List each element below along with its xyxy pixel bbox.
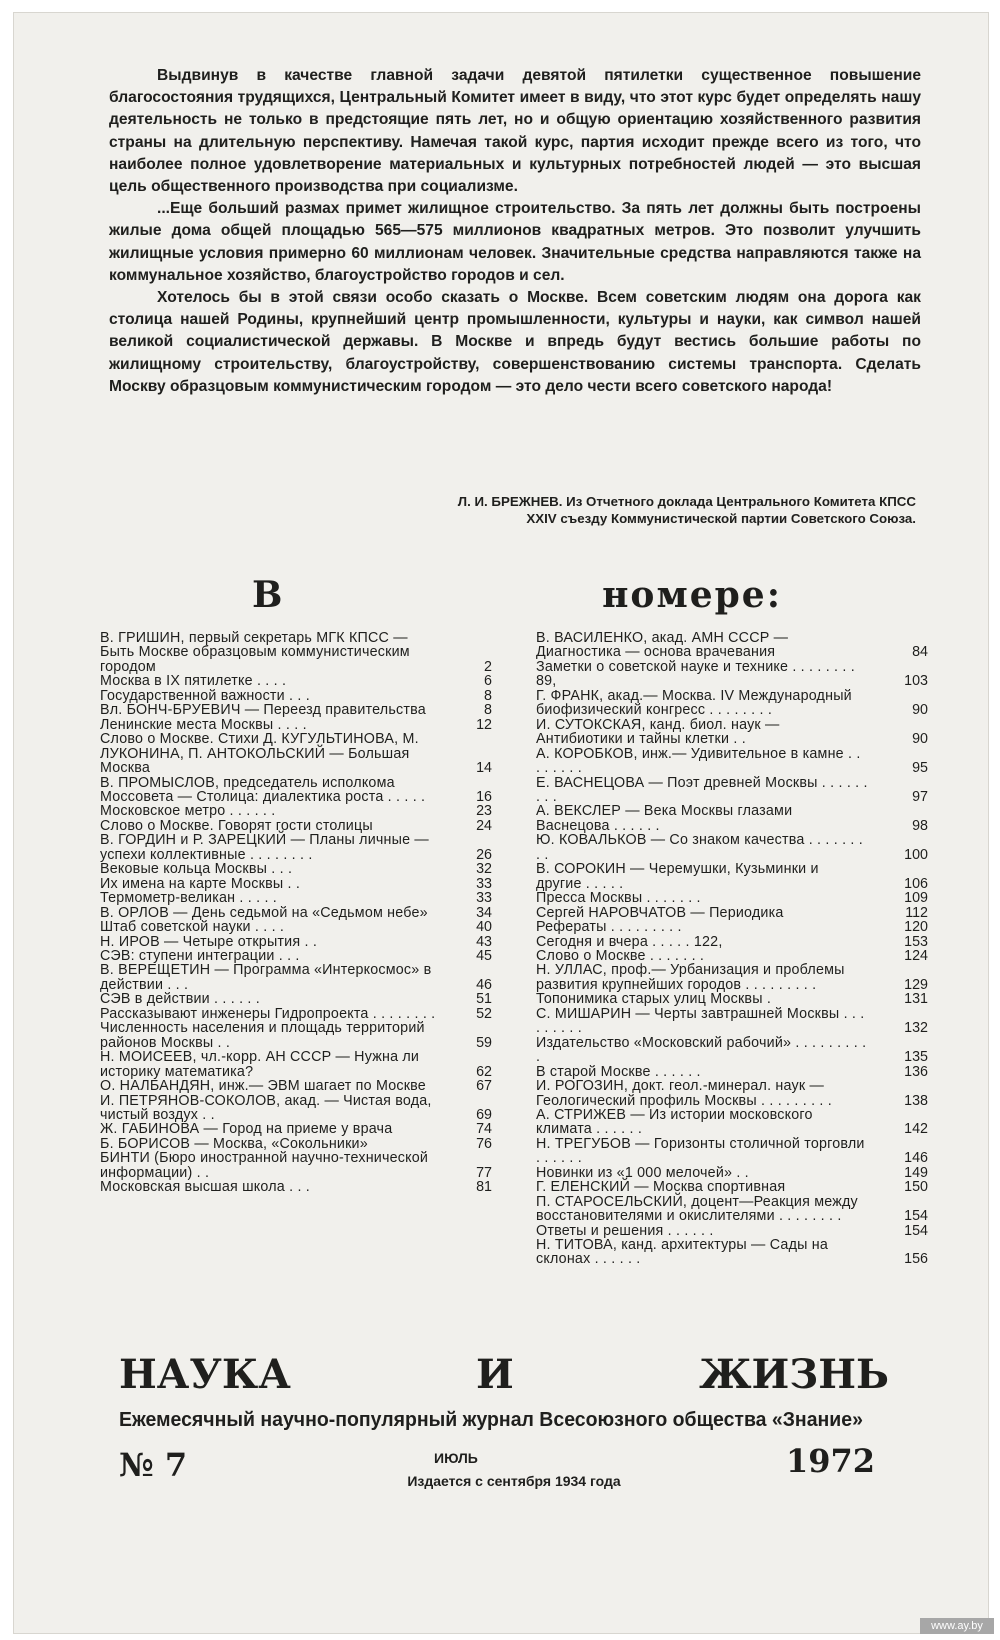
- toc-entry-title: А. КОРОБКОВ, инж.— Удивительное в камне . . . . . . . .: [536, 745, 861, 777]
- toc-entry: [536, 1036, 928, 1065]
- toc-entry-title: В. ОРЛОВ — День седьмой на «Седьмом небе»: [100, 904, 428, 921]
- toc-entry-page: 62: [476, 1063, 492, 1080]
- toc-entry-title: Термометр-великан . . . . .: [100, 890, 277, 907]
- toc-entry: [100, 992, 492, 1006]
- toc-entry-page: 14: [476, 760, 492, 777]
- toc-entry-page: 100: [904, 846, 928, 863]
- toc-entry-title: СЭВ в действии . . . . . .: [100, 991, 260, 1008]
- toc-entry-title: И. ПЕТРЯНОВ-СОКОЛОВ, акад. — Чистая вода, чистый воздух . .: [100, 1092, 432, 1123]
- toc-entry-page: 24: [476, 817, 492, 834]
- toc-entry: [536, 1108, 928, 1137]
- toc-entry-title: П. СТАРОСЕЛЬСКИЙ, доцент—Реакция между восстановителями и окислителями . . . . . . . .: [536, 1193, 858, 1225]
- toc-entry-page: 51: [476, 991, 492, 1008]
- toc-entry-page: 2: [484, 658, 492, 675]
- toc-entry-page: 23: [476, 803, 492, 820]
- toc-entry-page: 32: [476, 861, 492, 878]
- toc-entry: [100, 877, 492, 891]
- toc-entry-page: 33: [476, 890, 492, 907]
- toc-entry: [100, 920, 492, 934]
- toc-entry-page: 45: [476, 947, 492, 964]
- toc-entry-title: Москва в IX пятилетке . . . .: [100, 673, 287, 690]
- toc-entry: [100, 689, 492, 703]
- toc-entry-title: Штаб советской науки . . . .: [100, 919, 285, 936]
- toc-entry-page: 132: [904, 1020, 928, 1037]
- toc-entry-title: В. ГРИШИН, первый секретарь МГК КПСС — Быть Москве образцовым коммунистическим городом: [100, 630, 410, 675]
- toc-entry-page: 43: [476, 933, 492, 950]
- toc-entry: [100, 804, 492, 818]
- toc-entry-title: В старой Москве . . . . . .: [536, 1063, 701, 1080]
- quote-paragraph: Хотелось бы в этой связи особо сказать о Москве. Всем советским людям она дорога как столица нашей Родины, крупнейший центр промышленности, культуры и науки, как символ нашей великой социалистической державы. В Москве и впредь будут вестись большие работы по жилищному строительству, благоустройству, совершенствованию системы транспорта. Сделать Москву образцовым коммунистическим городом — это дело чести всего советского народа!: [109, 289, 921, 395]
- toc-entry-page: 109: [904, 890, 928, 907]
- toc-entry: [536, 1224, 928, 1238]
- toc-entry: [536, 935, 928, 949]
- toc-entry: [100, 1007, 492, 1021]
- toc-entry: [100, 1122, 492, 1136]
- magazine-title: НАУКА И ЖИЗНЬ: [119, 1351, 889, 1398]
- toc-entry: [536, 1238, 928, 1267]
- toc-entry-page: 142: [904, 1121, 928, 1138]
- toc-entry-title: А. ВЕКСЛЕР — Века Москвы глазами Васнецова . . . . . .: [536, 803, 793, 834]
- quote-paragraph: ...Еще больший размах примет жилищное строительство. За пять лет должны быть построены жилые дома общей площадью 565—575 миллионов квадратных метров. Это позволит улучшить жилищные условия примерно 60 миллионам человек. Значительные средства направляются также на коммунальное хозяйство, благоустройство городов и сел.: [109, 200, 921, 284]
- issue-month: ИЮЛЬ: [434, 1450, 478, 1466]
- toc-entry: [536, 689, 928, 718]
- toc-heading: В номере:: [252, 574, 782, 616]
- toc-entry: [100, 718, 492, 732]
- toc-entry: [100, 935, 492, 949]
- toc-entry-title: В. ГОРДИН и Р. ЗАРЕЦКИЙ — Планы личные — успехи коллективные . . . . . . . .: [100, 832, 429, 863]
- toc-entry-page: 156: [904, 1251, 928, 1268]
- toc-entry-page: 59: [476, 1034, 492, 1051]
- quote-attribution: [276, 493, 916, 527]
- toc-entry-page: 90: [912, 731, 928, 748]
- toc-entry-page: 67: [476, 1078, 492, 1095]
- toc-entry-page: 135: [904, 1049, 928, 1066]
- toc-entry-title: Рассказывают инженеры Гидропроекта . . . . . . . .: [100, 1005, 436, 1022]
- toc-entry-title: Сергей НАРОВЧАТОВ — Периодика: [536, 904, 784, 921]
- toc-entry-page: 69: [476, 1106, 492, 1123]
- toc-entry-title: Сегодня и вчера . . . . . 122,: [536, 933, 723, 950]
- toc-entry: [536, 949, 928, 963]
- toc-entry-title: Ответы и решения . . . . . .: [536, 1222, 714, 1239]
- toc-entry-title: В. ВЕРЕЩЕТИН — Программа «Интеркосмос» в действии . . .: [100, 962, 432, 993]
- toc-entry: [536, 992, 928, 1006]
- toc-entry: [536, 862, 928, 891]
- toc-entry-title: И. РОГОЗИН, докт. геол.-минерал. наук — Геологический профиль Москвы . . . . . . . . .: [536, 1078, 832, 1109]
- toc-entry-title: СЭВ: ступени интеграции . . .: [100, 947, 300, 964]
- toc-entry: [536, 1180, 928, 1194]
- toc-entry-page: 12: [476, 716, 492, 733]
- toc-entry-title: Б. БОРИСОВ — Москва, «Сокольники»: [100, 1135, 368, 1152]
- toc-entry: [100, 1079, 492, 1093]
- toc-entry-page: 153: [904, 933, 928, 950]
- attribution-line: XXIV съезду Коммунистической партии Советского Союза.: [526, 511, 916, 526]
- toc-entry: [536, 1137, 928, 1166]
- toc-entry: [100, 732, 492, 775]
- toc-entry-title: Н. ТИТОВА, канд. архитектуры — Сады на склонах . . . . . .: [536, 1237, 829, 1268]
- toc-entry: [100, 891, 492, 905]
- toc-entry-title: А. СТРИЖЕВ — Из истории московского климата . . . . . .: [536, 1106, 813, 1138]
- toc-entry-title: Н. ТРЕГУБОВ — Горизонты столичной торговли . . . . . .: [536, 1135, 865, 1167]
- toc-entry: [100, 1180, 492, 1194]
- toc-entry: [100, 1094, 492, 1123]
- toc-entry-page: 150: [904, 1179, 928, 1196]
- toc-entry-title: В. ПРОМЫСЛОВ, председатель исполкома Моссовета — Столица: диалектика роста . . . . .: [100, 774, 426, 805]
- issue-year: 1972: [785, 1442, 875, 1480]
- toc-entry: [536, 776, 928, 805]
- toc-entry: [536, 906, 928, 920]
- toc-entry-page: 95: [912, 760, 928, 777]
- toc-entry-title: Их имена на карте Москвы . .: [100, 875, 301, 892]
- toc-entry-title: Слово о Москве. Стихи Д. КУГУЛЬТИНОВА, М. ЛУКОНИНА, П. АНТОКОЛЬСКИЙ — Большая Москва: [100, 731, 419, 777]
- toc-entry: [536, 1007, 928, 1036]
- toc-entry: [100, 1151, 492, 1180]
- attribution-line: Л. И. БРЕЖНЕВ. Из Отчетного доклада Центрального Комитета КПСС: [457, 494, 916, 509]
- toc-entry-title: О. НАЛБАНДЯН, инж.— ЭВМ шагает по Москве: [100, 1078, 426, 1095]
- toc-entry: [536, 833, 928, 862]
- toc-entry: [536, 804, 928, 833]
- toc-entry-title: Г. ЕЛЕНСКИЙ — Москва спортивная: [536, 1179, 786, 1196]
- toc-entry-title: Новинки из «1 000 мелочей» . .: [536, 1164, 749, 1181]
- toc-entry-page: 26: [476, 846, 492, 863]
- toc-entry-page: 84: [912, 644, 928, 661]
- toc-right-column: [536, 631, 928, 1267]
- toc-entry-title: В. СОРОКИН — Черемушки, Кузьминки и другие . . . . .: [536, 861, 819, 892]
- toc-entry-page: 98: [912, 817, 928, 834]
- toc-entry: [100, 703, 492, 717]
- toc-entry-title: Слово о Москве. Говорят гости столицы: [100, 817, 373, 834]
- toc-entry-page: 6: [484, 673, 492, 690]
- toc-entry-page: 34: [476, 904, 492, 921]
- watermark: www.ay.by: [920, 1618, 994, 1634]
- toc-entry-page: 106: [904, 875, 928, 892]
- toc-entry: [100, 1050, 492, 1079]
- toc-entry: [100, 963, 492, 992]
- toc-entry-page: 149: [904, 1164, 928, 1181]
- toc-entry-page: 136: [904, 1063, 928, 1080]
- toc-entry: [536, 660, 928, 689]
- toc-entry-title: Слово о Москве . . . . . . .: [536, 947, 705, 964]
- quote-paragraph: Выдвинув в качестве главной задачи девятой пятилетки существенное повышение благосостояния трудящихся, Центральный Комитет имеет в виду, что этот курс будет определять нашу деятельность не только в предстоящие пять лет, но и общую ориентацию хозяйственного развития страны на длительную перспективу. Намечая такой курс, партия исходит прежде всего из того, что наиболее полное удовлетворение материальных и культурных потребностей людей — это высшая цель общественного производства при социализме.: [109, 67, 921, 196]
- toc-entry-title: Н. МОИСЕЕВ, чл.-корр. АН СССР — Нужна ли историку математика?: [100, 1049, 420, 1080]
- toc-entry: [100, 862, 492, 876]
- brezhnev-quote: [109, 65, 921, 398]
- toc-entry-title: Г. ФРАНК, акад.— Москва. IV Международный биофизический конгресс . . . . . . . .: [536, 687, 852, 719]
- toc-entry-page: 90: [912, 702, 928, 719]
- toc-entry: [100, 1021, 492, 1050]
- toc-entry-page: 40: [476, 919, 492, 936]
- toc-entry-title: И. СУТОКСКАЯ, канд. биол. наук — Антибиотики и тайны клетки . .: [536, 716, 780, 748]
- toc-entry-page: 74: [476, 1121, 492, 1138]
- toc-entry-page: 97: [912, 788, 928, 805]
- magazine-subtitle: Ежемесячный научно-популярный журнал Всесоюзного общества «Знание»: [119, 1408, 863, 1431]
- toc-entry-page: 103: [904, 673, 928, 690]
- toc-entry-title: Издательство «Московский рабочий» . . . . . . . . . .: [536, 1034, 867, 1066]
- publication-since: Издается с сентября 1934 года: [407, 1473, 621, 1489]
- toc-entry-title: Вековые кольца Москвы . . .: [100, 861, 293, 878]
- toc-entry-title: Московское метро . . . . . .: [100, 803, 276, 820]
- toc-entry-title: Вл. БОНЧ-БРУЕВИЧ — Переезд правительства: [100, 702, 426, 719]
- toc-entry-page: 154: [904, 1222, 928, 1239]
- toc-entry-page: 120: [904, 919, 928, 936]
- toc-entry-page: 138: [904, 1092, 928, 1109]
- toc-entry: [536, 747, 928, 776]
- toc-entry-title: Государственной важности . . .: [100, 687, 310, 704]
- toc-entry-title: Ленинские места Москвы . . . .: [100, 716, 307, 733]
- toc-entry: [536, 1195, 928, 1224]
- toc-entry-title: Н. ИРОВ — Четыре открытия . .: [100, 933, 317, 950]
- toc-entry-title: Пресса Москвы . . . . . . .: [536, 890, 701, 907]
- toc-entry-page: 112: [905, 904, 928, 921]
- toc-entry-page: 124: [904, 947, 928, 964]
- toc-entry-page: 46: [476, 976, 492, 993]
- toc-entry-title: С. МИШАРИН — Черты завтрашней Москвы . . . . . . . . .: [536, 1005, 865, 1037]
- toc-entry-title: Е. ВАСНЕЦОВА — Поэт древней Москвы . . . . . . . . .: [536, 774, 868, 805]
- toc-entry-page: 131: [904, 991, 928, 1008]
- toc-entry: [536, 920, 928, 934]
- toc-entry: [536, 718, 928, 747]
- toc-entry-title: БИНТИ (Бюро иностранной научно-технической информации) . .: [100, 1150, 429, 1181]
- toc-entry: [100, 674, 492, 688]
- toc-entry-page: 76: [476, 1135, 492, 1152]
- toc-entry-title: Н. УЛЛАС, проф.— Урбанизация и проблемы развития крупнейших городов . . . . . . . . .: [536, 962, 845, 993]
- toc-entry-title: Заметки о советской науке и технике . . . . . . . . 89,: [536, 658, 855, 690]
- toc-entry-page: 154: [904, 1208, 928, 1225]
- toc-entry: [100, 1137, 492, 1151]
- toc-entry-title: В. ВАСИЛЕНКО, акад. АМН СССР — Диагностика — основа врачевания: [536, 630, 789, 661]
- toc-entry-page: 8: [484, 702, 492, 719]
- toc-entry: [536, 1065, 928, 1079]
- toc-entry-page: 33: [476, 875, 492, 892]
- toc-entry-title: Ю. КОВАЛЬКОВ — Со знаком качества . . . . . . . . .: [536, 832, 863, 863]
- magazine-page: [13, 12, 989, 1634]
- toc-entry: [536, 891, 928, 905]
- toc-entry-page: 8: [484, 687, 492, 704]
- toc-entry-title: Рефераты . . . . . . . . .: [536, 919, 682, 936]
- toc-left-column: [100, 631, 492, 1195]
- toc-entry: [100, 949, 492, 963]
- issue-number: № 7: [119, 1446, 188, 1484]
- toc-entry: [536, 1079, 928, 1108]
- toc-entry: [536, 631, 928, 660]
- toc-entry: [100, 631, 492, 674]
- toc-entry-page: 129: [904, 976, 928, 993]
- toc-entry-page: 81: [476, 1179, 492, 1196]
- toc-entry: [536, 963, 928, 992]
- toc-entry-page: 77: [476, 1164, 492, 1181]
- toc-entry-page: 146: [904, 1150, 928, 1167]
- toc-entry: [100, 833, 492, 862]
- toc-entry-title: Топонимика старых улиц Москвы .: [536, 991, 772, 1008]
- toc-entry-title: Ж. ГАБИНОВА — Город на приеме у врача: [100, 1121, 393, 1138]
- toc-entry: [100, 776, 492, 805]
- toc-entry-title: Численность населения и площадь территорий районов Москвы . .: [100, 1020, 425, 1051]
- toc-entry-page: 16: [476, 788, 492, 805]
- toc-entry-title: Московская высшая школа . . .: [100, 1179, 310, 1196]
- toc-entry: [100, 906, 492, 920]
- toc-entry-page: 52: [476, 1005, 492, 1022]
